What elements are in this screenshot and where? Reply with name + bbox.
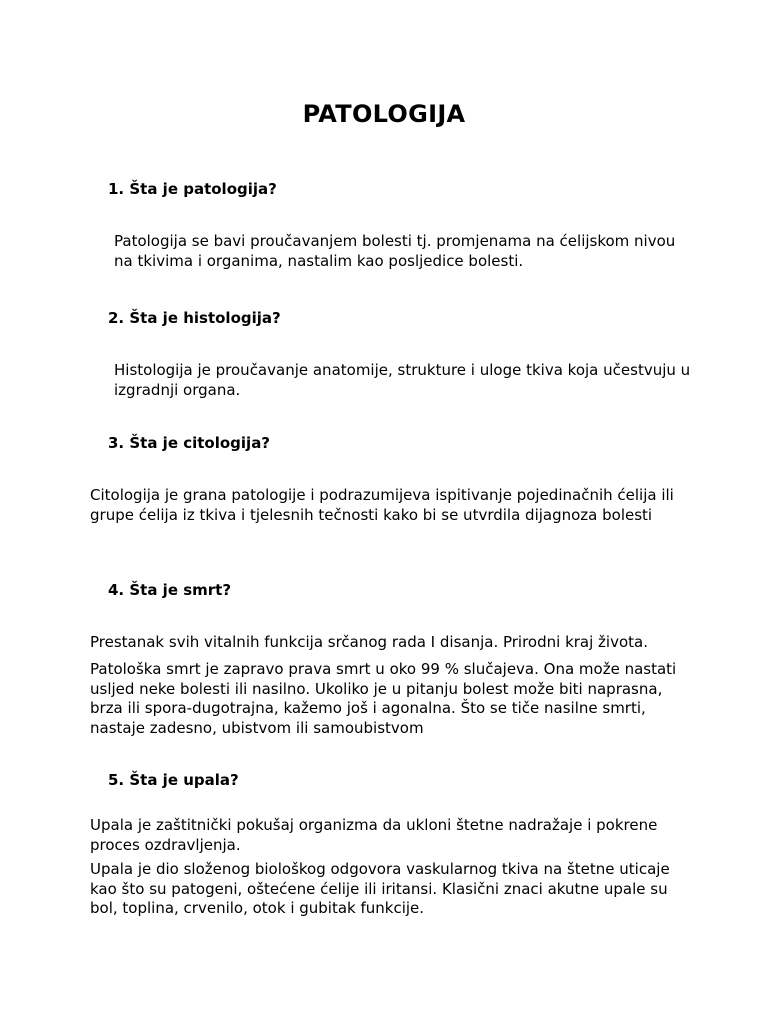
- question-heading-5: 5. Šta je upala?: [108, 771, 239, 789]
- answer-paragraph-5a: Upala je zaštitnički pokušaj organizma da ukloni štetne nadražaje i pokrene proces ozdravljenja.: [90, 816, 658, 854]
- answer-paragraph-5b: Upala je dio složenog biološkog odgovora vaskularnog tkiva na štetne uticaje kao što su patogeni, oštećene ćelije ili iritansi. Klasični znaci akutne upale su bol, toplina, crvenilo, otok i gubitak funkcije.: [90, 860, 670, 917]
- page-title: PATOLOGIJA: [302, 100, 466, 128]
- answer-paragraph-1: Patologija se bavi proučavanjem bolesti tj. promjenama na ćelijskom nivou na tkivima i organima, nastalim kao posljedice bolesti.: [114, 232, 676, 270]
- question-heading-3: 3. Šta je citologija?: [108, 434, 271, 452]
- question-heading-1: 1. Šta je patologija?: [108, 180, 277, 198]
- answer-paragraph-4b: Patološka smrt je zapravo prava smrt u oko 99 % slučajeva. Ona može nastati usljed neke bolesti ili nasilno. Ukoliko je u pitanju bolest može biti naprasna, brza ili spora-dugotrajna, kažemo još i agonalna. Što se tiče nasilne smrti, nastaje zadesno, ubistvom ili samoubistvom: [90, 660, 677, 737]
- answer-paragraph-3: Citologija je grana patologije i podrazumijeva ispitivanje pojedinačnih ćelija ili grupe ćelija iz tkiva i tjelesnih tečnosti kako bi se utvrdila dijagnoza bolesti: [90, 486, 674, 524]
- question-heading-2: 2. Šta je histologija?: [108, 309, 281, 327]
- question-heading-4: 4. Šta je smrt?: [108, 581, 232, 599]
- answer-paragraph-2: Histologija je proučavanje anatomije, strukture i uloge tkiva koja učestvuju u izgradnji organa.: [114, 361, 691, 399]
- answer-paragraph-4a: Prestanak svih vitalnih funkcija srčanog rada I disanja. Prirodni kraj života.: [90, 633, 648, 651]
